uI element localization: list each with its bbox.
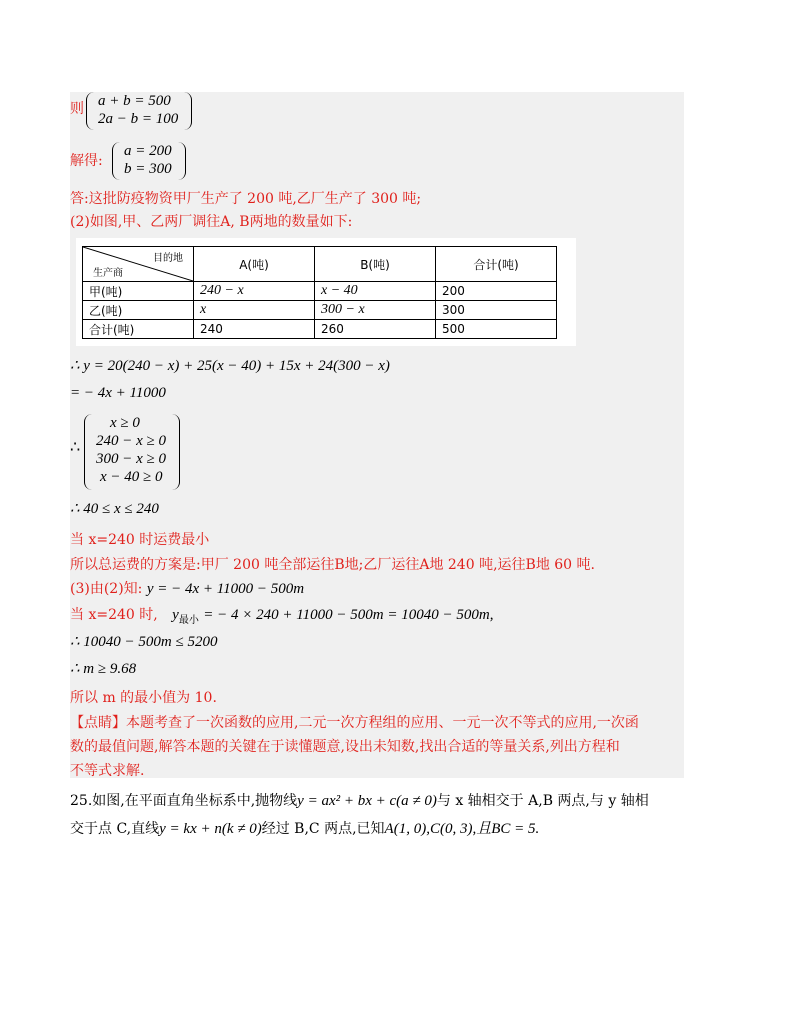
inequality-2: ∴ m ≥ 9.68 [70,661,137,677]
answer-line: 答:这批防疫物资甲厂生产了 200 吨,乙厂生产了 300 吨; [70,191,422,207]
table-cell: x − 40 [315,282,436,301]
table-cell: 300 − x [315,301,436,320]
table-header-cell: B(吨) [315,247,436,282]
min-cost-note: 当 x=240 时运费最小 [70,532,210,548]
equation-system-2 [112,142,186,180]
part3-equation: y = − 4x + 11000 − 500m [146,581,305,597]
comment-line-3: 不等式求解. [70,763,145,779]
line-equation: y = kx + n(k ≠ 0) [159,821,262,837]
part3-line [70,580,304,598]
parabola-equation: y = ax² + bx + c(a ≠ 0) [297,793,437,809]
table-cell: 500 [436,320,557,339]
inequality-system [84,414,180,490]
y-min-subscript: 最小 [178,615,199,626]
plan-statement: 所以总运费的方案是:甲厂 200 吨全部运往B地;乙厂运往A地 240 吨,运往B地 60 吨. [70,557,595,573]
table-header-cell: 合计(吨) [436,247,557,282]
table-cell: 乙(吨) [83,301,194,320]
system3-row: 240 − x ≥ 0 [96,433,167,449]
system2-row: b = 300 [124,161,172,177]
cost-simplified: = − 4x + 11000 [70,385,166,401]
comment-tag: 【点睛】 [70,715,126,731]
given-points: A(1, 0),C(0, 3),且BC = 5. [384,821,540,837]
part3b-equation: = − 4 × 240 + 11000 − 500m = 10040 − 500m, [203,607,494,623]
inequality-1: ∴ 10040 − 500m ≤ 5200 [70,634,218,650]
table-cell: x [194,301,315,320]
system2-row: a = 200 [124,143,172,159]
part3b-prefix: 当 x=240 时, [70,607,158,623]
conclusion: 所以 m 的最小值为 10. [70,690,217,706]
table-cell: 甲(吨) [83,282,194,301]
table-cell: 300 [436,301,557,320]
diag-bottom-label: 生产商 [93,268,123,279]
question-25-line-2: 交于点 C,直线y = kx + n(k ≠ 0)经过 B,C 两点,已知A(1, 0),C(0, 3),且BC = 5. [70,821,540,837]
range-result: ∴ 40 ≤ x ≤ 240 [70,501,159,517]
system2-prefix: 解得: [70,153,103,169]
comment-line-2: 数的最值问题,解答本题的关键在于读懂题意,设出未知数,找出合适的等量关系,列出方程和 [70,739,620,755]
system1-row: a + b = 500 [98,93,171,109]
system3-row: 300 − x ≥ 0 [96,451,167,467]
system3-prefix: ∴ [70,437,81,456]
equation-system-1 [86,92,192,130]
part3-prefix: (3)由(2)知: [70,581,143,597]
system3-row: x ≥ 0 [110,415,140,431]
system1-row: 2a − b = 100 [98,111,179,127]
table-diagonal-header [83,247,194,282]
part3b-line [70,606,493,626]
part2-intro: (2)如图,甲、乙两厂调往A, B两地的数量如下: [70,214,353,230]
table-cell: 合计(吨) [83,320,194,339]
diag-top-label: 目的地 [153,253,183,264]
comment-line-1: 【点睛】本题考查了一次函数的应用,二元一次方程组的应用、一元一次不等式的应用,一次函 [70,715,639,731]
table-cell: 200 [436,282,557,301]
table-row [83,301,557,320]
table-cell: 240 [194,320,315,339]
table-header-cell: A(吨) [194,247,315,282]
system1-prefix: 则 [70,101,84,117]
table-row [83,320,557,339]
table-cell: 240 − x [194,282,315,301]
transport-table-wrapper [76,238,576,346]
y-min-symbol: y [172,607,179,623]
system3-row: x − 40 ≥ 0 [100,469,163,485]
table-row [83,282,557,301]
cost-equation: ∴ y = 20(240 − x) + 25(x − 40) + 15x + 24(300 − x) [70,358,390,374]
transport-table [82,246,557,339]
table-cell: 260 [315,320,436,339]
question-25-line-1: 25.如图,在平面直角坐标系中,抛物线y = ax² + bx + c(a ≠ 0)与 x 轴相交于 A,B 两点,与 y 轴相 [70,793,649,809]
